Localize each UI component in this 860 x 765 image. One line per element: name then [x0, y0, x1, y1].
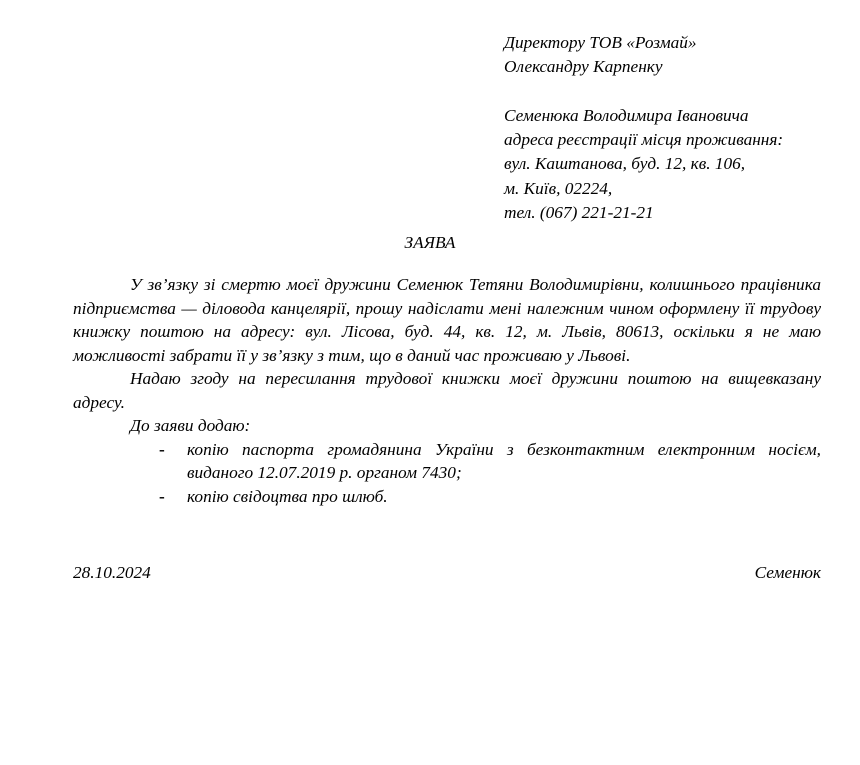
list-bullet: -	[159, 486, 165, 506]
document-body	[73, 273, 821, 508]
consent-paragraph: Надаю згоду на пересилання трудової книжки моєї дружини поштою на вищевказану адресу.	[73, 369, 821, 412]
attachment-item	[73, 438, 821, 485]
sender-phone: тел. (067) 221-21-21	[504, 203, 654, 223]
signature: Семенюк	[754, 563, 821, 582]
list-bullet: -	[159, 439, 165, 459]
sender-address-label: адреса реєстрації місця проживання:	[504, 130, 784, 150]
addressee-position: Директору ТОВ «Розмай»	[504, 33, 697, 52]
attachment-text: копію паспорта громадянина України з безконтактним електронним носієм, виданого 12.07.2019 р. органом 7430;	[187, 439, 821, 482]
addressee-name: Олександру Карпенку	[504, 57, 663, 77]
document-date: 28.10.2024	[73, 563, 151, 582]
document-title: ЗАЯВА	[404, 233, 456, 252]
sender-city: м. Київ, 02224,	[504, 178, 613, 198]
sender-street: вул. Каштанова, буд. 12, кв. 106,	[504, 154, 746, 174]
sender-name: Семенюка Володимира Івановича	[504, 105, 749, 125]
attachment-text: копію свідоцтва про шлюб.	[187, 486, 388, 506]
attachments-intro: До заяви додаю:	[130, 416, 251, 435]
attachment-item	[73, 485, 821, 509]
addressee-spacer	[504, 80, 844, 104]
addressee-block	[504, 31, 844, 225]
attachments-list	[73, 438, 821, 509]
request-paragraph: У зв’язку зі смертю моєї дружини Семенюк Тетяни Володимирівни, колишнього працівника підприємства — діловода канцелярії, прошу надіслати мені належним чином оформлену її трудову книжку поштою на адресу: вул. Лісова, буд. 44, кв. 12, м. Львів, 80613, оскільки я не маю можливості забрати її у зв’язку з тим, що в даний час проживаю у Львові.	[73, 275, 821, 365]
